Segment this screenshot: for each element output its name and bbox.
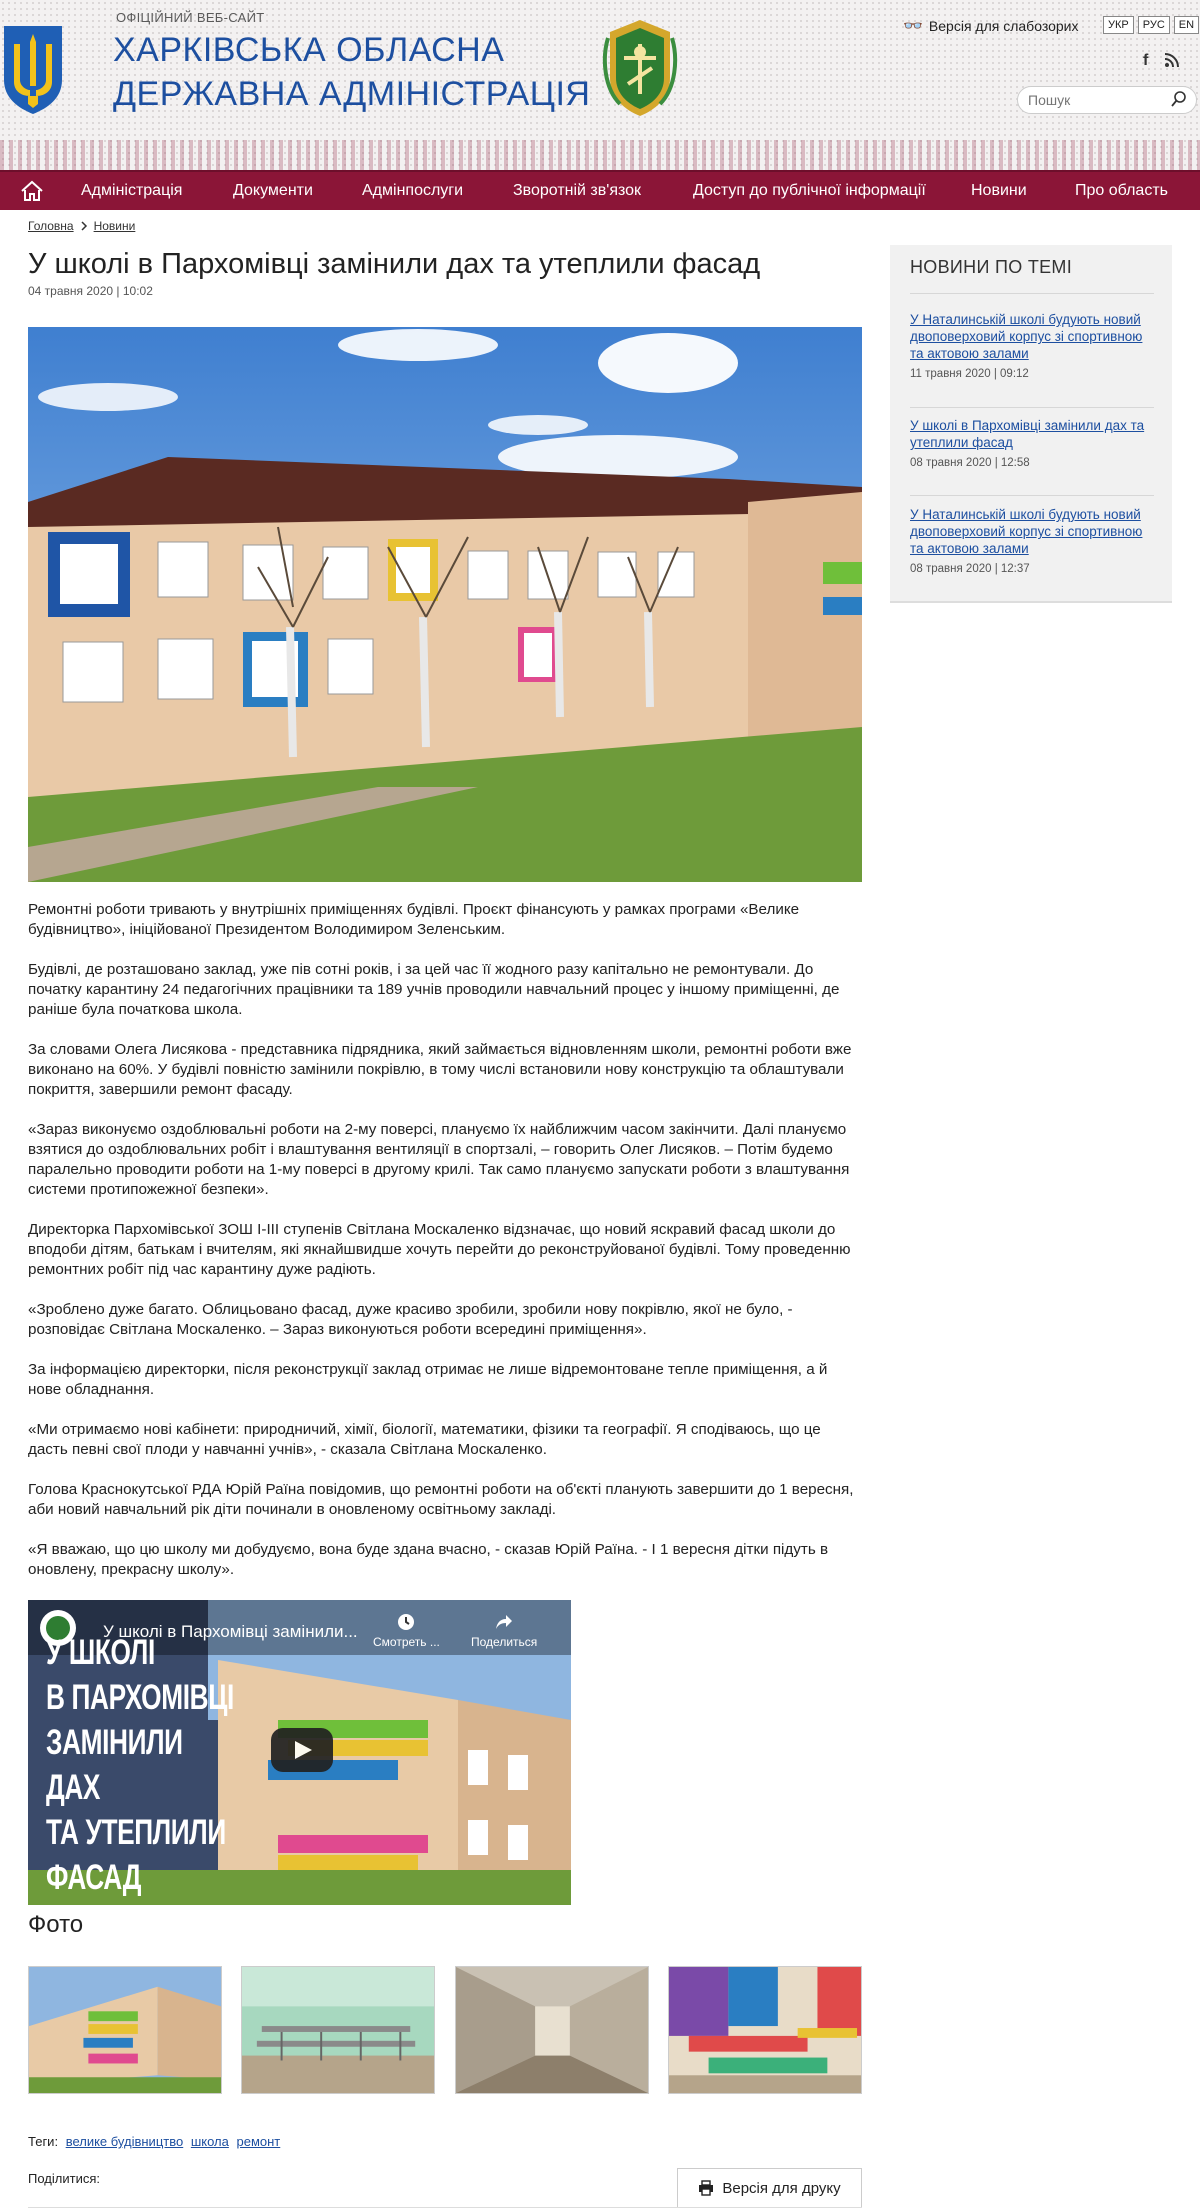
article-paragraph: Директорка Пархомівської ЗОШ І-ІІІ ступенів Світлана Москаленко відзначає, що новий яскравий фасад школи до вподоби дітям, батькам і вчителям, які якнайшвидше хочуть перейти до реконструйованої будівлі. Тому проведенню ремонтних робіт під час карантину дуже радіють.	[28, 1221, 851, 1278]
article-paragraph: За словами Олега Лисякова - представника підрядника, який займається відновленням школи, ремонтні роботи вже виконано на 60%. У будівлі повністю замінили покрівлю, в тому числі встановили нову конструкцію та облаштували покриття, завершили ремонт фасаду.	[28, 1041, 852, 1098]
gallery-thumbnail[interactable]	[28, 1966, 222, 2094]
related-news-sidebar	[890, 245, 1172, 603]
lang-en[interactable]: EN	[1174, 16, 1199, 34]
divider	[28, 2207, 862, 2208]
glasses-icon: 👓	[903, 18, 923, 35]
search-icon[interactable]	[1170, 90, 1188, 108]
related-news-item	[910, 417, 1154, 469]
video-embed[interactable]	[28, 1600, 571, 1905]
article-paragraph: Ремонтні роботи тривають у внутрішніх приміщеннях будівлі. Проєкт фінансують у рамках програми «Велике будівництво», ініційованої Президентом Володимиром Зеленським.	[28, 901, 800, 938]
search-box	[1017, 86, 1197, 114]
video-overlay-line: У ШКОЛІ	[46, 1633, 155, 1672]
photo-gallery	[28, 1966, 862, 2096]
tryzub-icon[interactable]	[0, 20, 66, 116]
nav-item-public-info[interactable]: Доступ до публічної інформації	[693, 182, 926, 199]
article-title: У школі в Пархомівці замінили дах та утеплили фасад	[28, 248, 761, 280]
nav-item-feedback[interactable]: Зворотній зв'язок	[513, 182, 642, 199]
article-paragraph: «Ми отримаємо нові кабінети: природничий, хімії, біології, математики, фізики та географії. Я сподіваюсь, що це дасть певні свої плоди у навчанні учнів», - сказала Світлана Москаленко.	[28, 1421, 821, 1458]
gallery-thumbnail[interactable]	[241, 1966, 435, 2094]
search-input[interactable]	[1028, 87, 1168, 113]
related-news-link[interactable]: У Наталинській школі будують новий двоповерховий корпус зі спортивною та актовою залами	[910, 507, 1143, 556]
article-paragraph: Будівлі, де розташовано заклад, уже пів сотні років, і за цей час її жодного разу капітально не ремонтували. До початку карантину 24 педагогічних працівники та 189 учнів проводили навчальний процес у іншому приміщенні, де раніше була початкова школа.	[28, 961, 840, 1018]
play-icon[interactable]	[271, 1728, 333, 1772]
video-overlay-line: ЗАМІНИЛИ	[46, 1723, 183, 1762]
related-news-item	[910, 506, 1154, 575]
breadcrumb-home[interactable]: Головна	[28, 219, 74, 233]
low-vision-label: Версія для слабозорих	[928, 18, 1079, 34]
share-label: Поділитися:	[28, 2171, 100, 2186]
article-paragraph: За інформацією директорки, після реконструкції заклад отримає не лише відремонтоване тепле приміщення, а й нове обладнання.	[28, 1361, 828, 1398]
site-title-line-2[interactable]: ДЕРЖАВНА АДМІНІСТРАЦІЯ	[113, 75, 591, 113]
tag-link[interactable]: велике будівництво	[65, 2134, 184, 2149]
share-icon	[494, 1612, 514, 1632]
print-label: Версія для друку	[722, 2179, 841, 2197]
article-paragraph: Голова Краснокутської РДА Юрій Раїна повідомив, що ремонтні роботи на об'єкті планують завершити до 1 вересня, аби новий навчальний рік діти починали в оновленому освітньому закладі.	[28, 1481, 854, 1518]
print-button[interactable]	[677, 2168, 862, 2208]
printer-icon	[698, 2180, 714, 2196]
low-vision-link[interactable]	[903, 16, 1078, 36]
article-date: 04 травня 2020 | 10:02	[28, 284, 153, 298]
home-icon[interactable]	[20, 180, 44, 202]
watch-later-label: Смотреть ...	[373, 1635, 440, 1649]
video-overlay-line: ФАСАД	[46, 1858, 142, 1897]
site-title-line-1[interactable]: ХАРКІВСЬКА ОБЛАСНА	[113, 31, 505, 69]
rss-icon[interactable]	[1164, 52, 1180, 68]
divider	[910, 407, 1154, 408]
related-news-date: 08 травня 2020 | 12:37	[910, 563, 1030, 575]
lang-rus[interactable]: РУС	[1138, 16, 1170, 34]
tag-link[interactable]: школа	[190, 2134, 229, 2149]
related-news-item	[910, 311, 1154, 380]
language-switcher	[1103, 16, 1199, 34]
article-paragraph: «Зроблено дуже багато. Облицьовано фасад, дуже красиво зробили, зробили нову покрівлю, якої не було, - розповідає Світлана Москаленко. – Зараз виконуються роботи всередині приміщення».	[28, 1301, 793, 1338]
site-title[interactable]	[113, 28, 590, 116]
lang-ukr[interactable]: УКР	[1103, 16, 1134, 34]
social-links	[1143, 52, 1180, 70]
site-header	[0, 0, 1200, 170]
related-news-link[interactable]: У школі в Пархомівці замінили дах та утеплили фасад	[910, 418, 1145, 450]
gallery-thumbnail[interactable]	[668, 1966, 862, 2094]
main-nav	[0, 170, 1200, 210]
chevron-right-icon	[80, 221, 88, 231]
nav-item-administration[interactable]: Адміністрація	[81, 182, 183, 199]
kharkiv-emblem-icon	[600, 18, 680, 118]
related-news-link[interactable]: У Наталинській школі будують новий двоповерховий корпус зі спортивною та актовою залами	[910, 312, 1143, 361]
tag-link[interactable]: ремонт	[236, 2134, 281, 2149]
gallery-thumbnail[interactable]	[455, 1966, 649, 2094]
header-ornament	[0, 140, 1200, 170]
watch-later-control[interactable]	[373, 1612, 440, 1649]
nav-item-news[interactable]: Новини	[971, 182, 1027, 199]
nav-item-admin-services[interactable]: Адмінпослуги	[362, 182, 464, 199]
article-paragraph: «Зараз виконуємо оздоблювальні роботи на 2-му поверсі, плануємо їх найближчим часом закінчити. Далі плануємо взятися до оздоблювальних робіт і влаштування вентиляції в спортзалі, – говорить Олег Лисяков. – Потім будемо паралельно проводити роботи на 1-му поверсі в другому крилі. Так само плануємо запускати роботи з влаштування системи протипожежної безпеки».	[28, 1121, 850, 1198]
video-share-label: Поделиться	[471, 1635, 538, 1649]
video-overlay-text	[46, 1630, 234, 1900]
video-share-control[interactable]	[471, 1612, 537, 1649]
article-paragraph: «Я вважаю, що цю школу ми добудуємо, вона буде здана вчасно, - сказав Юрій Раїна. - І 1 вересня дітки підуть в оновлену, прекрасну школу».	[28, 1541, 829, 1578]
related-news-date: 11 травня 2020 | 09:12	[910, 368, 1029, 380]
video-overlay-line: ДАХ	[46, 1768, 101, 1807]
clock-icon	[396, 1612, 416, 1632]
nav-item-about-region[interactable]: Про область	[1075, 182, 1168, 199]
divider	[910, 293, 1154, 294]
tags-label: Теги:	[28, 2134, 59, 2149]
related-news-date: 08 травня 2020 | 12:58	[910, 457, 1030, 469]
video-overlay-line: ТА УТЕПЛИЛИ	[46, 1813, 226, 1852]
breadcrumb	[28, 219, 135, 233]
tags	[28, 2134, 280, 2149]
photos-heading: Фото	[28, 1911, 84, 1938]
main-article-photo	[28, 327, 862, 882]
sidebar-title: НОВИНИ ПО ТЕМІ	[910, 257, 1073, 277]
article-body	[28, 900, 862, 1600]
video-overlay-line: В ПАРХОМІВЦІ	[46, 1678, 234, 1717]
divider	[910, 495, 1154, 496]
nav-item-documents[interactable]: Документи	[233, 182, 313, 199]
breadcrumb-news[interactable]: Новини	[93, 219, 136, 233]
facebook-icon[interactable]: f	[1143, 52, 1149, 69]
video-title[interactable]: У школі в Пархомівці замінили...	[103, 1622, 358, 1641]
official-site-label: ОФІЦІЙНИЙ ВЕБ-САЙТ	[116, 10, 265, 25]
